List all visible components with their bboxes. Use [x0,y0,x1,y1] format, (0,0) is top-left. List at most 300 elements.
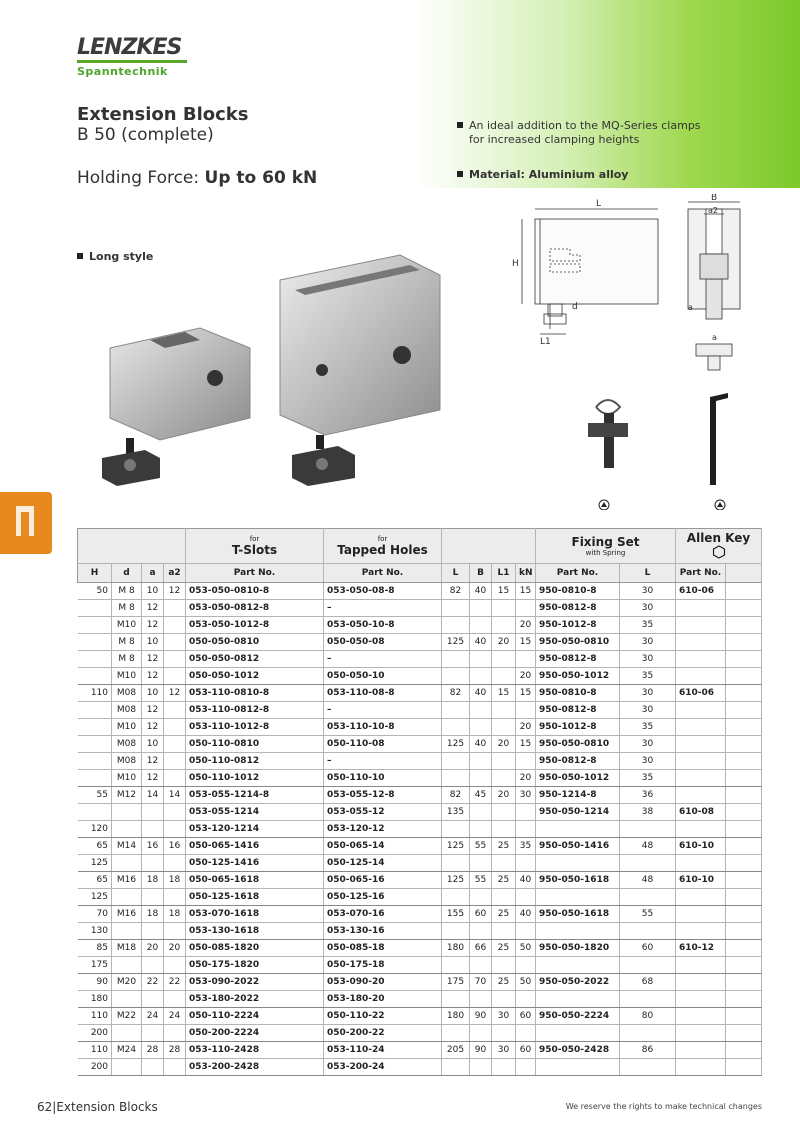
table-cell [620,923,676,940]
table-cell: 175 [78,957,112,974]
table-cell [492,1059,516,1076]
table-cell [676,770,726,787]
table-cell: – [324,651,442,668]
table-cell [442,855,470,872]
table-cell: 20 [516,719,536,736]
table-cell: M16 [112,906,142,923]
table-cell: 050-050-10 [324,668,442,685]
table-cell-blank [726,821,762,838]
table-cell: – [324,600,442,617]
table-cell-blank [726,804,762,821]
table-cell: 25 [492,940,516,957]
table-cell: 40 [516,906,536,923]
table-cell [78,753,112,770]
table-cell [676,1008,726,1025]
table-cell [492,753,516,770]
table-cell [492,957,516,974]
table-cell: 30 [620,583,676,600]
table-cell [676,821,726,838]
table-row [78,668,762,685]
column-header: Part No. [676,564,726,583]
table-row [78,600,762,617]
table-cell: 053-120-1214 [186,821,324,838]
table-cell [142,804,164,821]
table-cell: M08 [112,685,142,702]
table-cell [470,770,492,787]
table-cell [536,1059,620,1076]
table-cell [78,804,112,821]
page-title: Extension Blocks [77,104,249,125]
table-cell: 950-0810-8 [536,583,620,600]
table-cell [78,600,112,617]
table-cell: 135 [442,804,470,821]
holding-force-label: Holding Force: [77,168,200,188]
table-cell [164,736,186,753]
table-row [78,583,762,600]
extension-block-large-image [270,250,450,490]
column-header: Part No. [186,564,324,583]
table-cell [442,1059,470,1076]
table-cell-blank [726,787,762,804]
table-cell: 15 [516,736,536,753]
table-cell [516,855,536,872]
table-cell: – [324,702,442,719]
table-cell [516,1025,536,1042]
extension-block-icon [0,492,52,554]
table-cell: M10 [112,668,142,685]
table-cell [492,804,516,821]
table-cell: 70 [78,906,112,923]
feature-text: An ideal addition to the MQ-Series clamps [469,119,701,132]
table-cell: 950-1012-8 [536,719,620,736]
table-cell: 050-125-16 [324,889,442,906]
table-cell: 40 [516,872,536,889]
table-cell [442,957,470,974]
table-cell [142,821,164,838]
table-cell: M24 [112,1042,142,1059]
column-header: a2 [164,564,186,583]
table-row [78,923,762,940]
accessory-images [580,385,760,510]
table-cell: 053-110-0810-8 [186,685,324,702]
table-cell: 60 [516,1042,536,1059]
table-cell [492,651,516,668]
column-header-blank [726,564,762,583]
table-cell [676,753,726,770]
table-cell: 050-065-1618 [186,872,324,889]
table-row [78,906,762,923]
table-cell: 82 [442,787,470,804]
table-cell [516,1059,536,1076]
table-cell: 12 [142,668,164,685]
table-cell [676,855,726,872]
table-cell: M18 [112,940,142,957]
table-cell: 950-050-1012 [536,668,620,685]
table-cell [442,617,470,634]
table-cell [516,991,536,1008]
table-cell: 70 [470,974,492,991]
table-row [78,974,762,991]
table-cell [676,651,726,668]
table-cell [164,702,186,719]
table-cell: 16 [164,838,186,855]
table-cell: 10 [142,583,164,600]
table-cell: 35 [620,770,676,787]
table-cell [112,923,142,940]
table-row [78,685,762,702]
table-cell [620,889,676,906]
table-cell [78,634,112,651]
table-cell: 950-0812-8 [536,651,620,668]
table-row [78,804,762,821]
table-cell: 050-125-1618 [186,889,324,906]
table-cell: M16 [112,872,142,889]
table-cell [676,702,726,719]
table-cell: 30 [620,753,676,770]
table-cell: M10 [112,770,142,787]
table-cell [142,923,164,940]
table-cell [78,702,112,719]
table-cell-blank [726,719,762,736]
table-cell [492,702,516,719]
table-cell: 053-110-2428 [186,1042,324,1059]
brand-name: LENZKES [77,36,187,63]
table-cell [142,1059,164,1076]
table-cell: 155 [442,906,470,923]
table-cell: 110 [78,685,112,702]
table-cell: M08 [112,702,142,719]
table-cell: 950-0812-8 [536,702,620,719]
table-cell [492,855,516,872]
table-cell: 053-090-20 [324,974,442,991]
table-cell [536,957,620,974]
table-cell: 82 [442,685,470,702]
table-cell: 15 [516,634,536,651]
table-cell: 30 [492,1008,516,1025]
table-cell: 053-110-24 [324,1042,442,1059]
table-cell [536,923,620,940]
table-cell: 180 [442,940,470,957]
table-cell: 65 [78,838,112,855]
table-cell: 053-090-2022 [186,974,324,991]
table-cell: 053-110-10-8 [324,719,442,736]
table-cell [142,957,164,974]
table-cell [676,1042,726,1059]
table-cell: 950-050-2428 [536,1042,620,1059]
table-cell: M 8 [112,600,142,617]
table-cell: 130 [78,923,112,940]
table-column-header [78,564,762,583]
table-cell: 80 [620,1008,676,1025]
table-cell [470,804,492,821]
table-row [78,651,762,668]
table-cell [620,1059,676,1076]
table-cell [470,991,492,1008]
table-cell: 30 [516,787,536,804]
table-cell: 950-050-1820 [536,940,620,957]
table-row [78,855,762,872]
table-cell: 55 [470,838,492,855]
table-cell: 20 [492,736,516,753]
table-cell [142,991,164,1008]
table-cell: 20 [516,668,536,685]
table-cell: M 8 [112,651,142,668]
column-header: kN [516,564,536,583]
table-cell: 050-085-1820 [186,940,324,957]
table-cell [470,702,492,719]
table-row [78,719,762,736]
table-cell [112,821,142,838]
table-cell [516,821,536,838]
table-cell: 48 [620,838,676,855]
table-cell [164,991,186,1008]
table-cell [112,889,142,906]
feature-text-cont: for increased clamping heights [469,133,640,146]
dim-label-b: B [711,194,718,203]
table-cell: 053-050-1012-8 [186,617,324,634]
table-cell: 610-10 [676,872,726,889]
table-cell [676,906,726,923]
table-cell [78,736,112,753]
table-cell [164,855,186,872]
allen-key-header: Allen Key [676,529,762,564]
table-cell [676,889,726,906]
table-cell: 12 [142,702,164,719]
table-cell: M20 [112,974,142,991]
table-body [78,583,762,1076]
style-label: Long style [77,250,153,263]
table-cell: 053-130-1618 [186,923,324,940]
table-cell [516,957,536,974]
table-cell: 30 [620,600,676,617]
brand-tagline: Spanntechnik [77,65,168,78]
table-cell [492,1025,516,1042]
table-cell: 36 [620,787,676,804]
table-cell [470,957,492,974]
table-cell-blank [726,940,762,957]
table-cell [536,889,620,906]
bullet-square-icon [457,122,463,128]
table-cell: 15 [516,583,536,600]
table-cell: 18 [142,906,164,923]
table-cell: 050-050-0810 [186,634,324,651]
table-cell: 25 [492,906,516,923]
table-cell: 125 [442,872,470,889]
table-cell [676,787,726,804]
table-cell [442,600,470,617]
table-cell: 050-200-22 [324,1025,442,1042]
table-cell [112,957,142,974]
dim-label-l1: L1 [540,337,551,347]
table-cell [536,1025,620,1042]
table-cell: 950-0810-8 [536,685,620,702]
table-cell: 55 [470,872,492,889]
table-cell: 30 [620,702,676,719]
table-cell [492,617,516,634]
table-cell: 28 [164,1042,186,1059]
table-cell [142,1025,164,1042]
table-cell-blank [726,855,762,872]
table-cell-blank [726,1042,762,1059]
table-cell [164,617,186,634]
table-cell: 22 [164,974,186,991]
table-cell: 90 [78,974,112,991]
table-cell: 25 [492,838,516,855]
table-cell: 053-050-08-8 [324,583,442,600]
table-row [78,821,762,838]
table-cell [676,923,726,940]
table-cell: 35 [516,838,536,855]
table-cell: 20 [516,617,536,634]
table-cell: 050-110-10 [324,770,442,787]
table-cell: 200 [78,1025,112,1042]
table-cell-blank [726,651,762,668]
table-cell: 50 [516,974,536,991]
table-row [78,1025,762,1042]
brand-logo [77,36,187,82]
table-cell: 050-110-0810 [186,736,324,753]
extension-block-small-image [90,318,260,490]
table-cell [676,736,726,753]
table-cell [620,855,676,872]
spec-table [77,528,762,1076]
technical-drawing [510,194,770,384]
table-cell-blank [726,991,762,1008]
table-cell: 950-050-0810 [536,634,620,651]
table-cell: M 8 [112,583,142,600]
table-cell: 950-050-2022 [536,974,620,991]
table-row [78,957,762,974]
table-cell: 050-050-0812 [186,651,324,668]
table-cell: 12 [142,600,164,617]
table-cell [164,1025,186,1042]
table-cell: 10 [142,634,164,651]
table-cell: 45 [470,787,492,804]
table-cell: 85 [78,940,112,957]
holding-force-value: Up to 60 kN [204,168,318,188]
table-cell: 40 [470,583,492,600]
table-cell-blank [726,736,762,753]
table-row [78,872,762,889]
table-cell: 55 [78,787,112,804]
table-cell-blank [726,838,762,855]
table-cell: 053-180-20 [324,991,442,1008]
table-cell [492,668,516,685]
table-cell: 86 [620,1042,676,1059]
table-cell: 18 [164,872,186,889]
feature-item-2 [457,168,628,182]
feature-item-1 [457,119,701,147]
table-cell: 050-175-18 [324,957,442,974]
table-cell-blank [726,923,762,940]
table-cell [516,889,536,906]
table-cell [676,991,726,1008]
table-cell: 180 [442,1008,470,1025]
table-cell [164,770,186,787]
table-cell: 610-08 [676,804,726,821]
holding-force [77,168,317,188]
table-cell: 12 [142,753,164,770]
table-row [78,991,762,1008]
table-cell: 050-110-0812 [186,753,324,770]
table-cell: 125 [78,855,112,872]
table-cell [442,753,470,770]
table-cell [164,821,186,838]
dim-label-a2: a2 [708,206,718,215]
table-cell: M22 [112,1008,142,1025]
table-row [78,940,762,957]
table-cell-blank [726,974,762,991]
table-cell: 950-0812-8 [536,753,620,770]
header-gradient-band [0,0,800,188]
table-cell: 60 [516,1008,536,1025]
table-cell [470,651,492,668]
footer-section: Extension Blocks [56,1100,158,1114]
table-cell: 66 [470,940,492,957]
table-cell [492,923,516,940]
table-cell: 25 [492,872,516,889]
table-cell: M10 [112,617,142,634]
table-cell: 610-06 [676,685,726,702]
table-cell: 55 [620,906,676,923]
table-cell [442,923,470,940]
table-cell: 30 [620,685,676,702]
table-cell [164,753,186,770]
table-cell: 050-050-1012 [186,668,324,685]
table-cell: 050-065-16 [324,872,442,889]
table-cell: 60 [470,906,492,923]
table-cell: 12 [142,719,164,736]
table-cell: 20 [164,940,186,957]
table-cell: 12 [142,770,164,787]
table-cell [676,1059,726,1076]
table-cell: 120 [78,821,112,838]
table-cell: M10 [112,719,142,736]
table-cell: 20 [516,770,536,787]
table-cell-blank [726,668,762,685]
table-cell: 48 [620,872,676,889]
column-header: Part No. [324,564,442,583]
dim-label-h: H [512,259,519,269]
table-cell [620,821,676,838]
table-cell [676,668,726,685]
table-cell [620,991,676,1008]
dim-label-a-slot: a [712,333,717,342]
bullet-square-icon [457,171,463,177]
table-row [78,770,762,787]
table-cell: M 8 [112,634,142,651]
table-cell-blank [726,583,762,600]
table-cell: 050-050-08 [324,634,442,651]
table-cell [470,923,492,940]
table-cell: 28 [142,1042,164,1059]
table-cell [442,1025,470,1042]
table-cell [78,770,112,787]
table-cell: 25 [492,974,516,991]
table-cell [112,1025,142,1042]
table-cell [442,668,470,685]
table-cell: 180 [78,991,112,1008]
table-cell: 30 [620,634,676,651]
table-cell: 24 [164,1008,186,1025]
table-cell: 950-050-1416 [536,838,620,855]
bullet-square-icon [77,253,83,259]
table-cell [164,889,186,906]
table-cell [676,600,726,617]
table-cell: 200 [78,1059,112,1076]
table-cell: 053-110-08-8 [324,685,442,702]
table-cell-blank [726,872,762,889]
